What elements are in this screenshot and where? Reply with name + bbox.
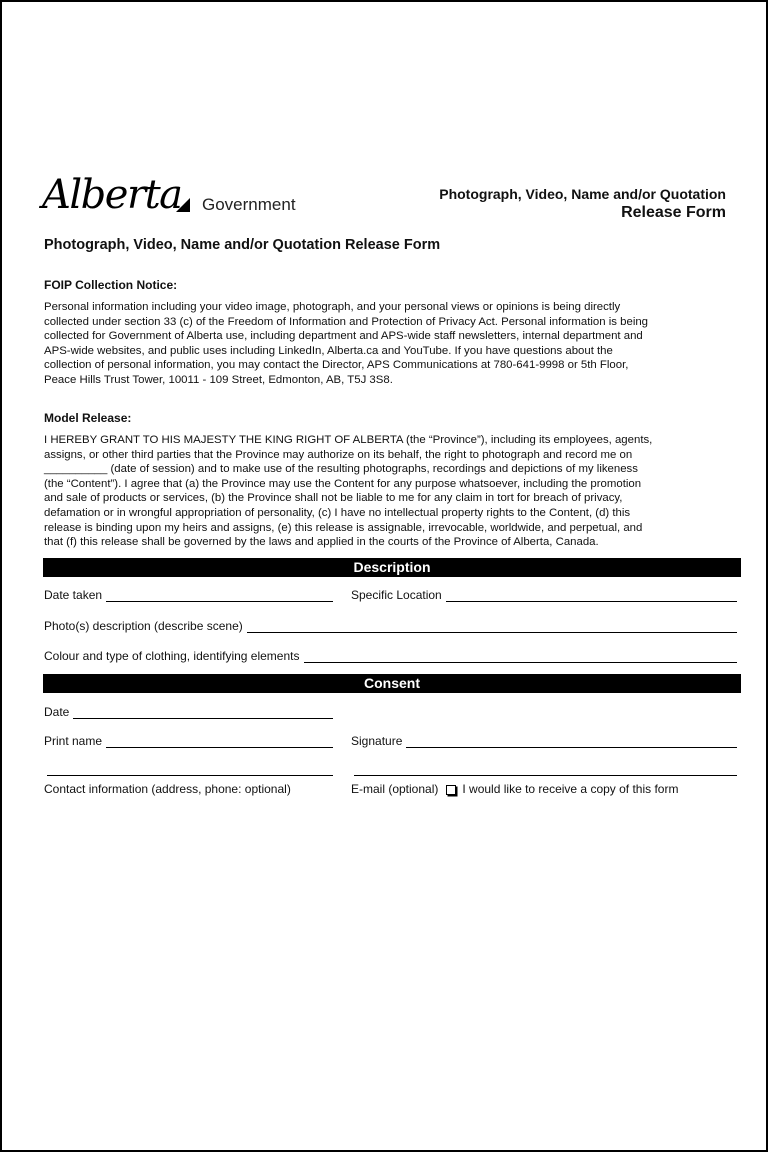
specific-location-input[interactable] [446,590,737,602]
foip-notice-text [44,300,734,388]
photo-description-input[interactable] [247,621,737,633]
contact-info-input[interactable] [47,775,333,776]
model-release-line: release is binding upon my heirs and assigns, (e) this release is assignable, irrevocable, worldwide, and perpetual, and [44,521,643,534]
model-release-line: defamation or in wrongful appropriation of personality, (c) I have no intellectual property rights to the Content, (d) this [44,506,631,519]
print-name-label: Print name [44,734,103,748]
photo-description-field[interactable] [44,619,737,633]
signature-input[interactable] [406,736,737,748]
model-release-line: that (f) this release shall be governed by the laws and applied in the courts of the Province of Alberta, Canada. [44,536,599,549]
clothing-label: Colour and type of clothing, identifying elements [44,649,300,663]
print-name-field[interactable] [44,734,333,748]
foip-notice-line: Personal information including your video image, photograph, and your personal views or opinions is being directly [44,301,621,313]
foip-notice-line: collection of personal information, you may contact the Director, APS Communications at 780-641-9998 or 5th Floor, [44,359,629,372]
clothing-field[interactable] [44,649,737,663]
photo-description-label: Photo(s) description (describe scene) [44,619,243,633]
consent-date-label: Date [44,705,70,719]
foip-notice-line: APS-wide websites, and public uses including LinkedIn, Alberta.ca and YouTube. If you have questions about the [44,344,613,357]
model-release-heading: Model Release: [44,411,132,425]
alberta-government-logo [42,172,312,222]
copy-form-checkbox[interactable] [446,785,456,795]
contact-info-label: Contact information (address, phone: optional) [44,782,291,796]
date-taken-label: Date taken [44,588,103,602]
consent-date-field[interactable] [44,705,333,719]
model-release-line: (the “Content”). I agree that (a) the Province may use the Content for any purpose whatsoever, including the promotion [44,477,642,490]
date-taken-input[interactable] [106,590,333,602]
date-taken-field[interactable] [44,588,333,602]
print-name-input[interactable] [106,736,333,748]
signature-field[interactable] [351,734,737,748]
email-input[interactable] [354,775,737,776]
foip-heading: FOIP Collection Notice: [44,278,178,292]
clothing-input[interactable] [304,651,738,663]
specific-location-field[interactable] [351,588,737,602]
copy-form-label[interactable]: I would like to receive a copy of this form [462,782,679,796]
alberta-wordmark: Alberta [42,172,182,218]
header-title-line2: Release Form [621,204,726,221]
specific-location-label: Specific Location [351,588,442,602]
description-section-bar: Description [43,558,741,577]
email-and-copy-row [351,782,678,796]
email-label: E-mail (optional) [351,782,439,796]
model-release-line: I HEREBY GRANT TO HIS MAJESTY THE KING RIGHT OF ALBERTA (the “Province”), including its employees, agents, [44,434,653,446]
document-title: Photograph, Video, Name and/or Quotation Release Form [44,237,441,253]
consent-date-input[interactable] [73,707,333,719]
government-wordmark: Government [202,195,296,214]
model-release-line: assigns, or other third parties that the Province may authorize on its behalf, the right to photograph and record me on [44,448,633,461]
foip-notice-line: collected under section 33 (c) of the Freedom of Information and Protection of Privacy Act. Personal information is being [44,315,649,328]
model-release-text [44,433,734,550]
signature-label: Signature [351,734,403,748]
foip-notice-line: Peace Hills Trust Tower, 10011 - 109 Street, Edmonton, AB, T5J 3S8. [44,373,393,386]
model-release-line: and sale of products or services, (b) the Province shall not be liable to me for any claim in tort for breach of privacy, [44,492,623,505]
consent-section-bar: Consent [43,674,741,693]
foip-notice-line: collected for Government of Alberta use, including department and APS-wide staff newsletters, internal department and [44,330,643,343]
alberta-triangle-icon [176,198,190,212]
model-release-line: __________ (date of session) and to make use of the resulting photographs, recordings and depictions of my likeness [44,463,638,476]
header-title-line1: Photograph, Video, Name and/or Quotation [439,186,726,202]
header-title [439,185,726,223]
